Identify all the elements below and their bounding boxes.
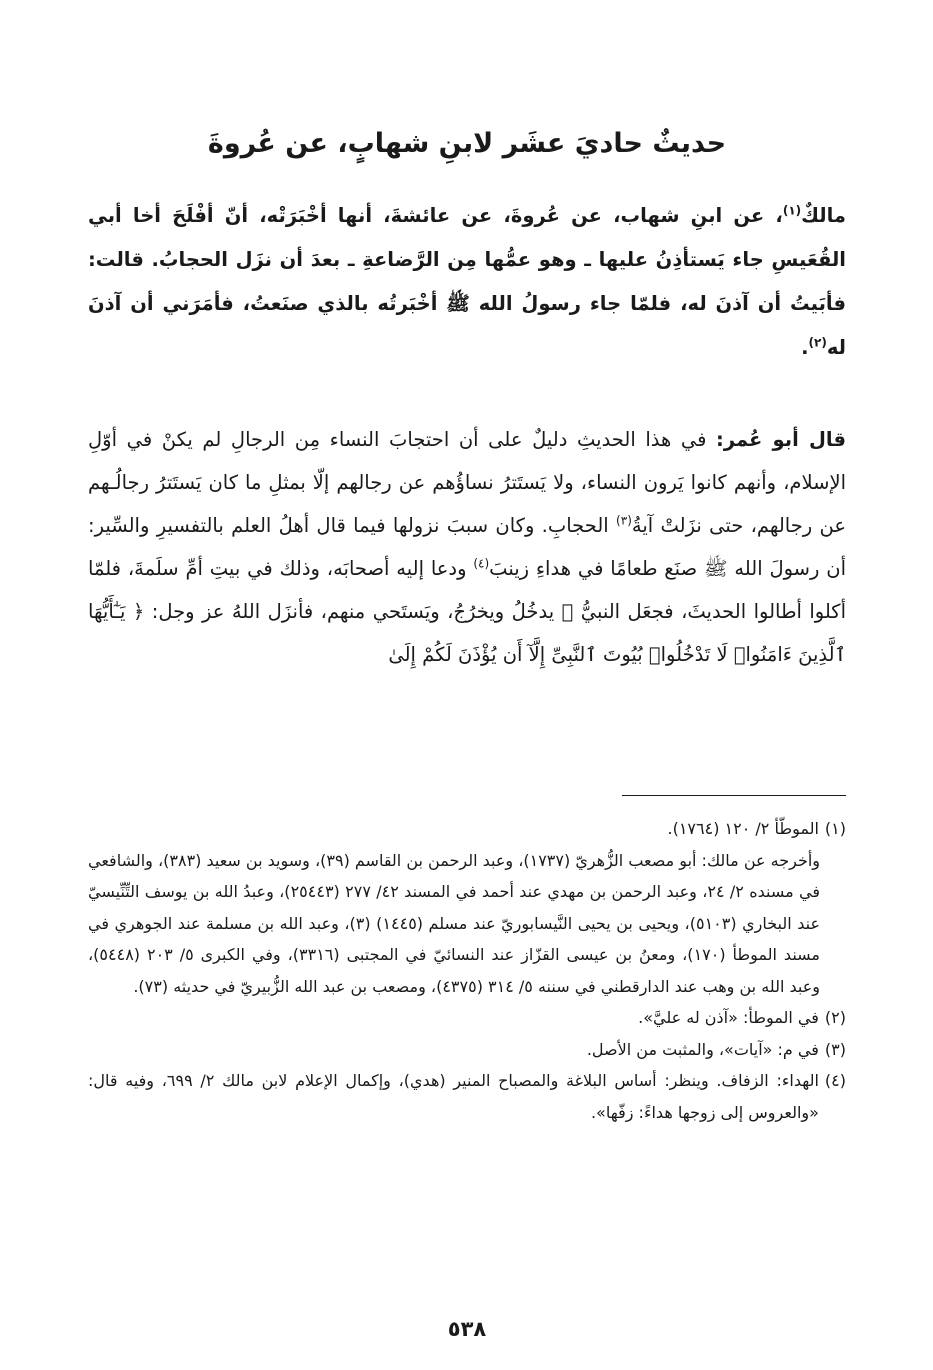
footnote-text: الموطّأ ٢/ ١٢٠ (١٧٦٤).	[667, 819, 819, 838]
footnote-3	[88, 1034, 846, 1066]
footnote-1-continuation: وأخرجه عن مالك: أبو مصعب الزُّهريّ (١٧٣٧)، وعبد الرحمن بن القاسم (٣٩)، وسويد بن سعيد (٣٨٣)، والشافعي في مسنده ٢/ ٢٤، وعبد الرحمن بن مهدي عند أحمد في المسند ٤٢/ ٢٧٧ (٢٥٤٤٣)، وعبدُ الله بن يوسف التِّنِّيسيّ عند البخاري (٥١٠٣)، ويحيى بن يحيى النَّيسابوريّ عند مسلم (١٤٤٥) (٣)، وعبد الله بن مسلمة عند الجوهري في مسند الموطأ (١٧٠)، ومعنُ بن عيسى القزّاز عند النسائيّ في المجتبى (٣٣١٦)، وفي الكبرى ٥/ ٢٠٣ (٥٤٤٨)، وعبد الله بن وهب عند الدارقطني في سننه ٥/ ٣١٤ (٤٣٧٥)، ومصعب بن عبد الله الزُّبيريّ في حديثه (٧٣).	[87, 850, 821, 996]
commentary-body-b: الحجابِ. وكان سببَ نزولها فيما قال أهلُ العلم بالتفسيرِ والسِّير: أن رسولَ الله ﷺ صنَع طعامًا في هداءِ زينبَ	[88, 514, 847, 580]
footnote-separator	[622, 795, 846, 796]
hadith-text	[88, 194, 846, 370]
book-page	[88, 0, 846, 1370]
commentary-lead: قال أبو عُمر:	[716, 428, 846, 451]
footnote-ref-3[interactable]: (٣)	[616, 513, 632, 528]
hadith-body-a: ، عن ابنِ شهاب، عن عُروةَ، عن عائشةَ، أنها أخْبَرَتْه، أنّ أفْلَحَ أخا أبي القُعَيسِ جاء يَستأذِنُ عليها ـ وهو عمُّها مِن الرَّضاعةِ ـ بعدَ أن نزَل الحجابُ. قالت: فأبَيتُ أن آذنَ له، فلمّا جاء رسولُ الله ﷺ أخْبَرتُه بالذي صنَعتُ، فأمَرَني أن آذنَ له	[88, 204, 846, 359]
footnote-text: في م: «آيات»، والمثبت من الأصل.	[586, 1039, 819, 1059]
footnote-ref-2[interactable]: (٢)	[808, 335, 827, 350]
footnote-number: (٤)	[824, 1071, 846, 1090]
footnote-1	[88, 813, 846, 845]
footnote-number: (١)	[824, 819, 846, 838]
footnote-text: الهداء: الزفاف. وينظر: أساس البلاغة والمصباح المنير (هدي)، وإكمال الإعلام لابن مالك ٢/ ٦٩٩، وفيه قال: «والعروس إلى زوجها هداءً: زفّها».	[88, 1071, 819, 1122]
commentary-body-c: ودعا إليه أصحابَه، وذلك في بيتِ أمِّ سلَمةَ، فلمّا أكلوا أطالوا الحديثَ، فجعَل النبيُّ ﷺ يدخُلُ ويخرُجُ، ويَستَحي منهم، فأنزَل اللهُ عز وجل:	[88, 557, 846, 623]
footnote-2	[88, 1002, 846, 1034]
hadith-body-b: .	[801, 336, 809, 359]
footnote-ref-4[interactable]: (٤)	[473, 556, 490, 571]
page-number: ٥٣٨	[447, 1317, 487, 1341]
footnote-number: (٢)	[824, 1008, 846, 1027]
footnote-4	[88, 1065, 846, 1128]
footnotes	[88, 813, 846, 1128]
commentary-body-a: في هذا الحديثِ دليلٌ على أن احتجابَ النساء مِن الرجالِ لم يكنْ في أوّلِ الإسلام، وأنهم كانوا يَرون النساء، ولا يَستَترُ نساؤُهم عن رجالهم إلّا بمثلِ ما كان يَستَترُ رجالُـهم عن رجالهم، حتى نزَلتْ آيةُ	[88, 428, 847, 537]
hadith-lead: مالكٌ	[801, 204, 846, 227]
section-title: حديثٌ حاديَ عشَر لابنِ شهابٍ، عن عُروةَ	[207, 128, 727, 159]
footnote-number: (٣)	[824, 1039, 846, 1059]
quran-verse: ﴿ يَـٰٓأَيُّهَا ٱلَّذِينَ ءَامَنُوا۟ لَا تَدْخُلُوا۟ بُيُوتَ ٱلنَّبِىِّ إِلَّآ أَن يُؤْذَنَ لَكُمْ إِلَىٰ	[88, 600, 846, 666]
footnote-text: في الموطأ: «آذن له عليَّ».	[638, 1008, 819, 1027]
footnote-ref-1[interactable]: (١)	[782, 203, 802, 218]
commentary-text	[88, 418, 846, 676]
